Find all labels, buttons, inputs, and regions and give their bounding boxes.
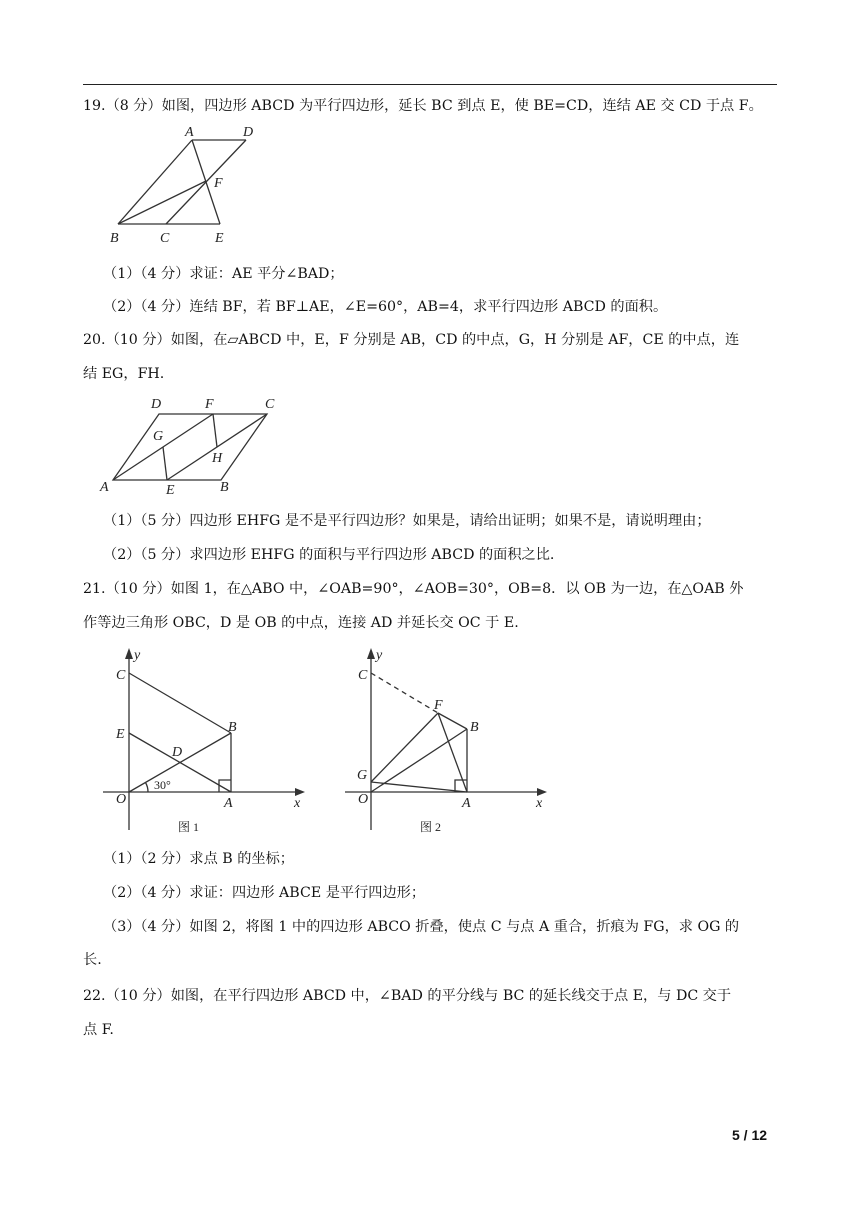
q22-stem-line1: 22.（10 分）如图，在平行四边形 ABCD 中，∠BAD 的平分线与 BC 的延长线交于点 E，与 DC 交于 [83,988,732,1004]
q20-label-F: F [205,397,214,412]
q21-f1-label-B: B [228,720,237,735]
q19-label-D: D [243,125,254,140]
q19-label-A: A [185,125,194,140]
q21-f1-label-x: x [294,796,301,811]
q20-label-B: B [220,480,229,495]
q21-f1-label-D: D [172,745,183,760]
q19-stem: 19.（8 分）如图，四边形 ABCD 为平行四边形，延长 BC 到点 E，使 BE=CD，连结 AE 交 CD 于点 F。 [83,98,763,114]
q21-f2-label-y: y [376,648,383,663]
q21-f2-label-O: O [358,792,369,807]
q20-part1: （1）（5 分）四边形 EHFG 是不是平行四边形？如果是，请给出证明；如果不是，请说明理由； [103,513,711,529]
q21-f2-label-x: x [536,796,543,811]
q21-stem-line1: 21.（10 分）如图 1，在△ABO 中，∠OAB=90°，∠AOB=30°，OB=8．以 OB 为一边，在△OAB 外 [83,581,744,597]
q22-stem-line2: 点 F. [83,1022,114,1038]
q21-f2-label-C: C [358,668,368,683]
q19-part2: （2）（4 分）连结 BF，若 BF⊥AE，∠E=60°，AB=4，求平行四边形 ABCD 的面积。 [103,299,668,315]
q21-f2-label-A: A [462,796,471,811]
q21-f1-label-y: y [134,648,141,663]
q19-figure [100,120,270,245]
q21-f1-label-A: A [224,796,233,811]
q21-f2-label-G: G [357,768,368,783]
q20-stem-line1: 20.（10 分）如图，在▱ABCD 中，E，F 分别是 AB，CD 的中点，G，H 分别是 AF，CE 的中点，连 [83,332,740,348]
q21-figure-2 [340,645,560,840]
q19-label-B: B [110,231,119,245]
q21-figure-1 [98,645,318,840]
q21-f2-label-B: B [470,720,479,735]
q21-f1-caption: 图 1 [178,820,200,834]
q19-label-E: E [215,231,224,245]
q20-label-E: E [166,483,175,498]
q21-f1-label-C: C [116,668,126,683]
q20-label-C: C [265,397,275,412]
q20-label-D: D [151,397,162,412]
q19-label-F: F [214,176,223,191]
q21-f1-label-E: E [116,727,125,742]
q21-f2-label-F: F [434,698,443,713]
q20-part2: （2）（5 分）求四边形 EHFG 的面积与平行四边形 ABCD 的面积之比. [103,547,555,563]
q21-stem-line2: 作等边三角形 OBC，D 是 OB 的中点，连接 AD 并延长交 OC 于 E. [83,615,519,631]
q21-f1-label-O: O [116,792,127,807]
q21-part2: （2）（4 分）求证：四边形 ABCE 是平行四边形； [103,885,426,901]
q21-part3-line2: 长. [83,952,102,968]
q20-label-G: G [153,429,164,444]
q21-part1: （1）（2 分）求点 B 的坐标； [103,851,294,867]
q21-f1-angle-label: 30° [154,778,171,792]
q20-label-A: A [100,480,109,495]
q21-part3-line1: （3）（4 分）如图 2，将图 1 中的四边形 ABCO 折叠，使点 C 与点 A 重合，折痕为 FG，求 OG 的 [103,919,740,935]
q19-label-C: C [160,231,170,245]
q20-label-H: H [212,451,223,466]
q19-part1: （1）（4 分）求证：AE 平分∠BAD； [103,266,344,282]
header-rule [83,84,777,85]
page-number: 5 / 12 [732,1127,768,1143]
q21-f2-caption: 图 2 [420,820,442,834]
q20-figure [95,394,285,500]
q20-stem-line2: 结 EG，FH. [83,366,165,382]
